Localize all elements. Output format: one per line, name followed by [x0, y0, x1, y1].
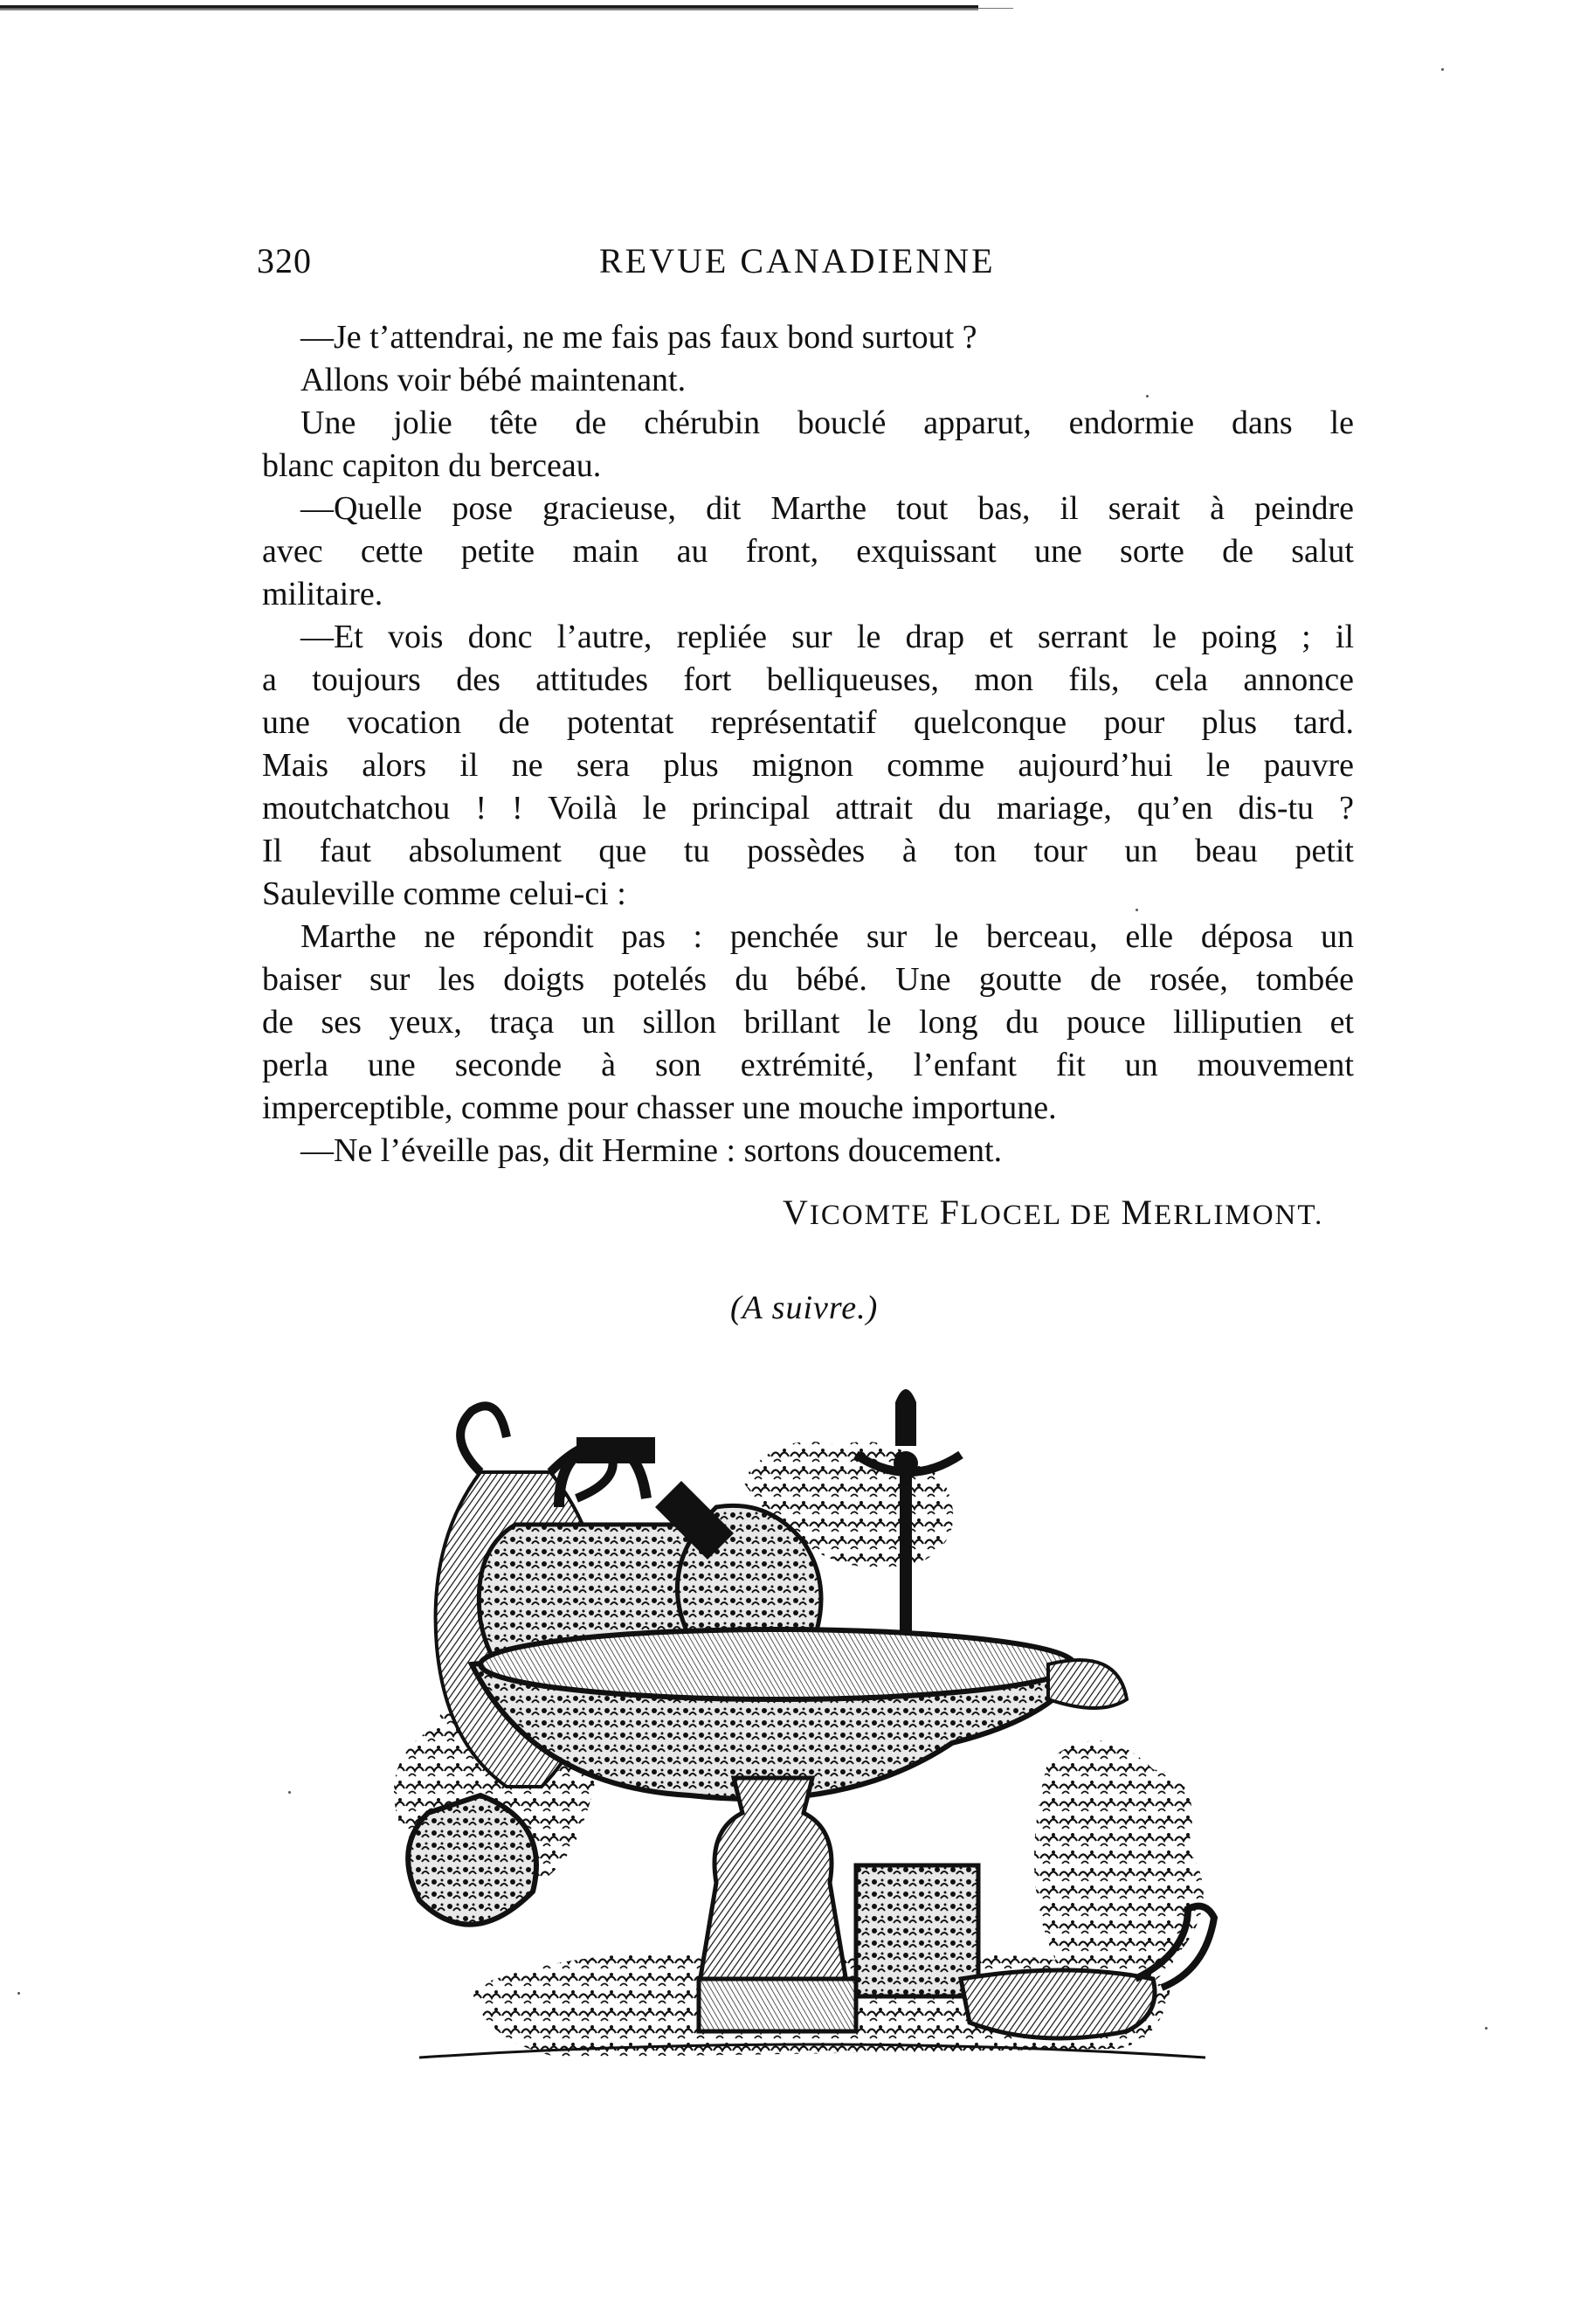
paper-speck: [1441, 68, 1444, 71]
paper-speck: [1485, 2027, 1488, 2030]
text-line: Marthe ne répondit pas : penchée sur le berceau, elle déposa un: [300, 918, 1354, 955]
paper-speck: [1136, 909, 1138, 911]
text-line: Sauleville comme celui-ci :: [262, 875, 626, 912]
paper-speck: [17, 1992, 20, 1995]
body-text: [262, 316, 1354, 1172]
text-line: —Quelle pose gracieuse, dit Marthe tout bas, il serait à peindre: [300, 490, 1354, 527]
text-line: militaire.: [262, 576, 383, 612]
top-rule-tail: [978, 8, 1013, 9]
text-line: perla une seconde à son extrémité, l’enfant fit un mouvement: [262, 1047, 1354, 1083]
text-line: —Je t’attendrai, ne me fais pas faux bond surtout ?: [300, 319, 977, 356]
text-line: avec cette petite main au front, exquissant une sorte de salut: [262, 533, 1354, 570]
text-line: baiser sur les doigts potelés du bébé. Une goutte de rosée, tombée: [262, 961, 1354, 998]
oil-lamp: [961, 1970, 1155, 2038]
text-line: Allons voir bébé maintenant.: [300, 362, 687, 398]
stone-plinth: [856, 1865, 978, 1996]
foliage-right: [1034, 1740, 1204, 1991]
text-line: —Ne l’éveille pas, dit Hermine : sortons doucement.: [300, 1132, 1003, 1169]
still-life-vases-engraving-icon: [367, 1376, 1249, 2075]
text-line: de ses yeux, traça un sillon brillant le long du pouce lilliputien et: [262, 1004, 1354, 1041]
text-line: moutchatchou ! ! Voilà le principal attrait du mariage, qu’en dis-tu ?: [262, 790, 1354, 827]
paper-speck: [288, 1791, 291, 1794]
left-dish: [408, 1795, 536, 1925]
page-number: 320: [257, 241, 312, 280]
text-line: une vocation de potentat représentatif quelconque pour plus tard.: [262, 704, 1354, 741]
text-line: blanc capiton du berceau.: [262, 447, 602, 484]
text-line: imperceptible, comme pour chasser une mouche importune.: [262, 1089, 1057, 1126]
text-line: Mais alors il ne sera plus mignon comme aujourd’hui le pauvre: [262, 747, 1354, 784]
pedestal: [699, 1778, 847, 1988]
running-head: REVUE CANADIENNE: [599, 241, 996, 280]
to-be-continued: (A suivre.): [730, 1290, 879, 1326]
author-signature: VICOMTE FLOCEL DE MERLIMONT.: [783, 1193, 1324, 1232]
top-rule: [0, 5, 978, 10]
text-line: Une jolie tête de chérubin bouclé apparut, endormie dans le: [300, 405, 1354, 441]
text-line: Il faut absolument que tu possèdes à ton tour un beau petit: [262, 833, 1354, 869]
text-line: a toujours des attitudes fort belliqueuses, mon fils, cela annonce: [262, 661, 1354, 698]
paper-speck: [1146, 395, 1149, 398]
text-line: —Et vois donc l’autre, repliée sur le drap et serrant le poing ; il: [300, 619, 1354, 655]
